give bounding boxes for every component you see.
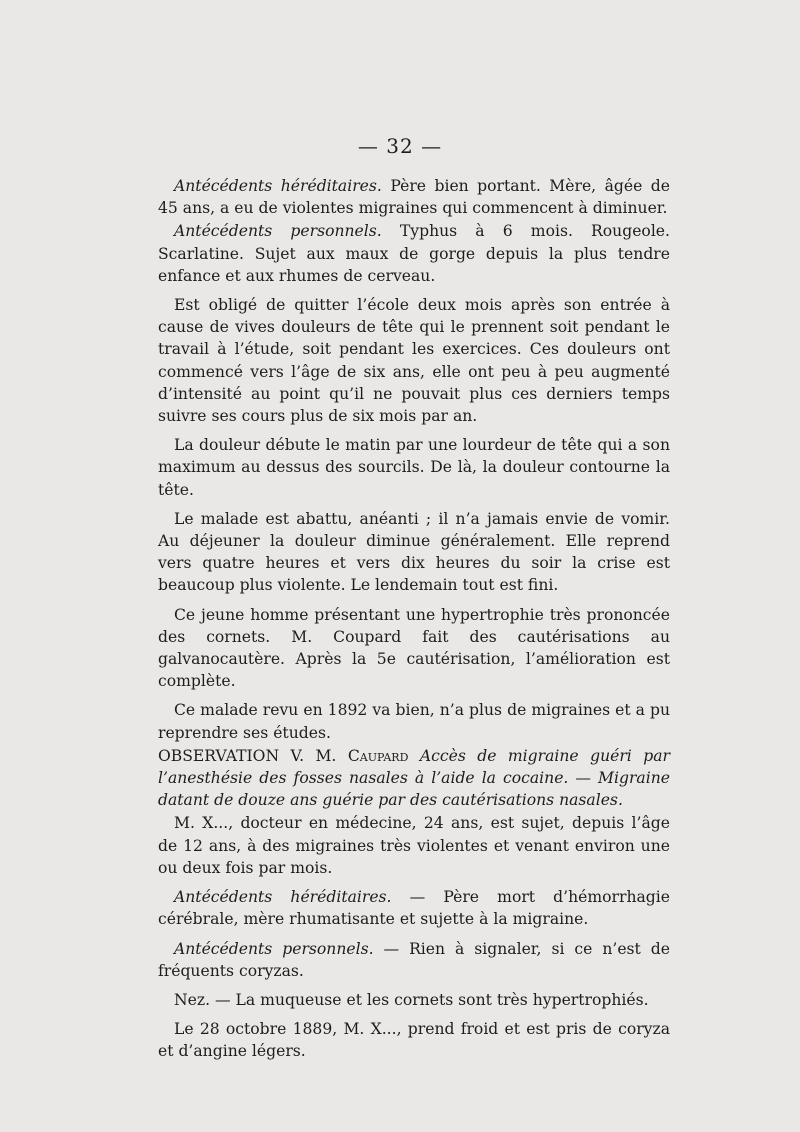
body-text: Est obligé de quitter l’école deux mois après son entrée à cause de vives douleurs de tête qui le prennent soit pendant le travail à l’étude, soit pendant les exercices. Ces douleurs ont commencé vers l’âge de six ans, elle ont peu à peu augmenté d’intensité au point qu’il ne pouvait plus ces derniers temps suivre ses cours plus de six mois par an. — [158, 296, 670, 426]
lead-text: Antécédents héréditaires. — [174, 888, 392, 907]
paragraph-7 — [158, 699, 670, 743]
body-text: M. X..., docteur en médecine, 24 ans, est sujet, depuis l’âge de 12 ans, à des migraines très violentes et venant environ une ou deux fois par mois. — [158, 814, 670, 877]
lead-text: Antécédents personnels. — [174, 222, 382, 241]
paragraph-4 — [158, 434, 670, 501]
lead-text: Antécédents héréditaires. — [174, 177, 382, 195]
body-text: — Rien à signaler, si ce n’est de fréquents coryzas. — [158, 939, 670, 980]
paragraph-6 — [158, 604, 670, 693]
observation-author: Caupard — [347, 746, 409, 765]
paragraph-5 — [158, 508, 670, 597]
paragraph-2 — [158, 220, 670, 287]
observation-title: Accès de migraine guéri par l’anesthésie des fosses nasales à l’aide la cocaine. — Migraine datant de douze ans guérie par des cautérisations nasales. — [158, 746, 670, 810]
body-text: Typhus à 6 mois. Rougeole. Scarlatine. Sujet aux maux de gorge depuis la plus tendre enfance et aux rhumes de cerveau. — [158, 222, 670, 285]
body-text: La douleur débute le matin par une lourdeur de tête qui a son maximum au dessus des sourcils. De là, la douleur contourne la tête. — [158, 436, 670, 499]
observation-label: OBSERVATION V. M. — [158, 746, 337, 765]
observation-heading — [158, 745, 670, 812]
paragraph-8 — [158, 812, 670, 879]
paragraph-9 — [158, 886, 670, 930]
body-text: Ce jeune homme présentant une hypertrophie très prononcée des cornets. M. Coupard fait des cautérisations au galvanocautère. Après la 5e cautérisation, l’amélioration est complète. — [158, 605, 670, 691]
body-text: Père bien portant. Mère, âgée de 45 ans, a eu de violentes migraines qui commencent à diminuer. — [158, 177, 670, 218]
body-text: Nez. — La muqueuse et les cornets sont très hypertrophiés. — [174, 990, 649, 1009]
page-body — [158, 175, 670, 1063]
lead-text: Antécédents personnels. — [174, 939, 374, 958]
paragraph-12 — [158, 1018, 670, 1062]
body-text: Le 28 octobre 1889, M. X..., prend froid et est pris de coryza et d’angine légers. — [158, 1020, 670, 1061]
paragraph-11 — [158, 989, 670, 1011]
body-text: Ce malade revu en 1892 va bien, n’a plus de migraines et a pu reprendre ses études. — [158, 701, 670, 742]
paragraph-1 — [158, 175, 670, 219]
body-text: Le malade est abattu, anéanti ; il n’a jamais envie de vomir. Au déjeuner la douleur diminue généralement. Elle reprend vers quatre heures et vers dix heures du soir la crise est beaucoup plus violente. Le lendemain tout est fini. — [158, 509, 670, 595]
paragraph-10 — [158, 938, 670, 982]
paragraph-3 — [158, 294, 670, 427]
body-text: — Père mort d’hémorrhagie cérébrale, mère rhumatisante et sujette à la migraine. — [158, 888, 670, 929]
page-number: — 32 — — [357, 134, 443, 158]
